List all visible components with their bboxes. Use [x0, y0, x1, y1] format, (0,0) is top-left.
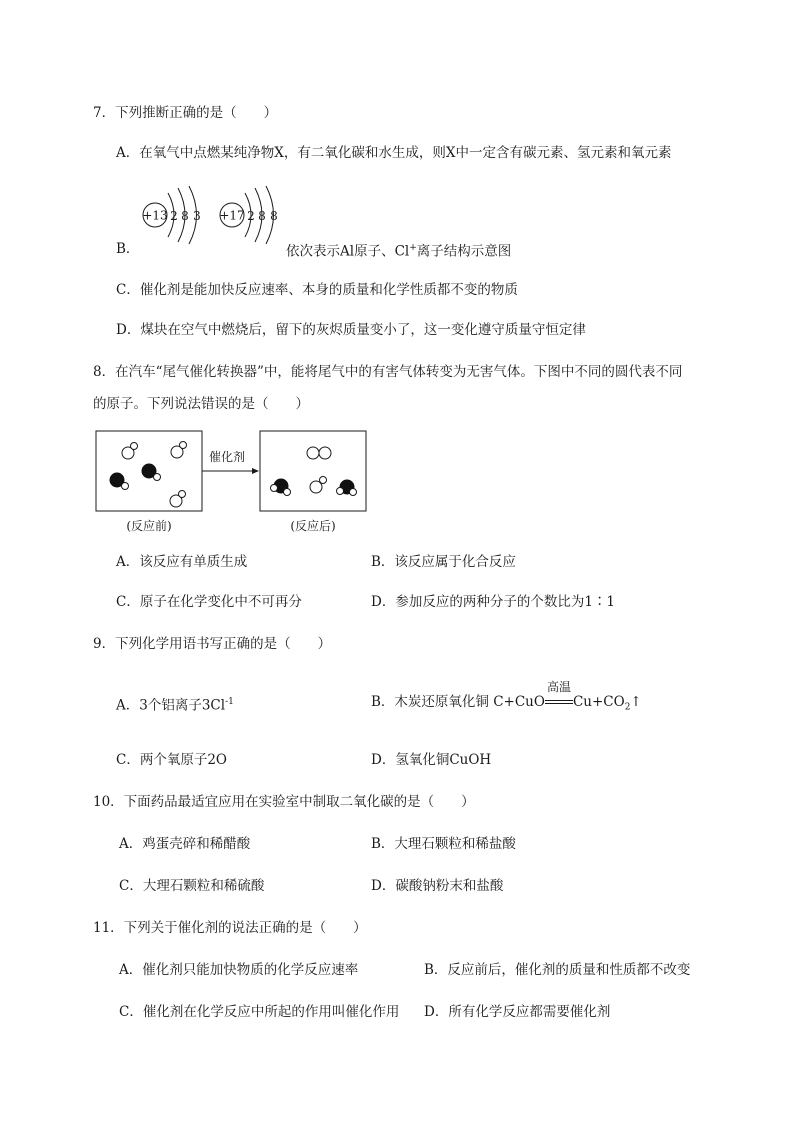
q9-b-pre: B．木炭还原氧化铜 C+CuO — [371, 694, 545, 710]
q8-option-b: B．该反应属于化合反应 — [371, 554, 516, 570]
q9-option-a — [116, 693, 234, 715]
al-nucleus-charge: +13 — [142, 208, 168, 223]
q7-option-b-label: B． — [116, 241, 140, 257]
cl-shell-1: 2 — [247, 209, 255, 223]
q10-option-d: D．碳酸钠粉末和盐酸 — [371, 878, 504, 894]
al-shell-2: 8 — [181, 209, 189, 223]
q7-b-text-post: 离子结构示意图 — [416, 243, 512, 260]
q10-option-b: B．大理石颗粒和稀盐酸 — [371, 836, 516, 852]
cl-shell-3: 8 — [270, 209, 278, 223]
q11-option-c: C．催化剂在化学反应中所起的作用叫催化作用 — [119, 1004, 400, 1020]
q7-option-d: D．煤块在空气中燃烧后，留下的灰烬质量变小了，这一变化遵守质量守恒定律 — [116, 322, 586, 338]
q7-option-b-text — [286, 239, 511, 261]
q7-option-c: C．催化剂是能加快反应速率、本身的质量和化学性质都不变的物质 — [116, 282, 518, 298]
after-label: (反应后) — [290, 519, 336, 533]
q7-option-a: A．在氧气中点燃某纯净物X，有二氧化碳和水生成，则X中一定含有碳元素、氢元素和氧元素 — [116, 145, 672, 161]
q9-option-d: D．氢氧化铜CuOH — [371, 752, 492, 768]
cl-shell-2: 8 — [258, 209, 266, 223]
reaction-diagram — [94, 428, 370, 536]
q7-b-text-pre: 依次表示Al原子、Cl — [286, 243, 410, 260]
al-atom-diagram — [142, 186, 200, 244]
q9-a-pre: A．3个铝离子3Cl — [116, 697, 226, 714]
q8-option-c: C．原子在化学变化中不可再分 — [116, 594, 302, 610]
q10-stem: 10．下面药品最适宜应用在实验室中制取二氧化碳的是（ ） — [93, 794, 475, 810]
q9-stem: 9．下列化学用语书写正确的是（ ） — [93, 636, 332, 652]
q9-b-arrow: ↑ — [630, 694, 642, 710]
q11-option-a: A．催化剂只能加快物质的化学反应速率 — [119, 962, 359, 978]
q8-stem-line1: 8．在汽车“尾气催化转换器”中，能将尾气中的有害气体转变为无害气体。下图中不同的圆代表不同 — [93, 364, 683, 380]
al-shell-3: 3 — [193, 209, 201, 223]
q11-stem: 11．下列关于催化剂的说法正确的是（ ） — [93, 920, 367, 936]
before-label: (反应前) — [126, 519, 172, 533]
q7-b-text-sup: + — [409, 243, 417, 253]
q9-option-c: C．两个氧原子2O — [116, 752, 227, 768]
q11-option-d: D．所有化学反应都需要催化剂 — [424, 1004, 611, 1020]
cl-nucleus-charge: +17 — [219, 208, 245, 223]
q9-b-post: Cu+CO — [572, 694, 625, 710]
after-box — [260, 431, 366, 511]
q8-stem-line2: 的原子。下列说法错误的是（ ） — [93, 396, 309, 412]
q10-option-c: C．大理石颗粒和稀硫酸 — [119, 878, 265, 894]
q9-b-sub: 2 — [624, 702, 631, 713]
atom-structure-diagrams — [140, 183, 290, 245]
q9-b-condition: 高温 — [546, 680, 571, 694]
al-shell-1: 2 — [170, 209, 178, 223]
high-temp-equals — [545, 680, 573, 711]
q9-a-sup: -1 — [225, 697, 234, 707]
q8-option-a: A．该反应有单质生成 — [116, 554, 248, 570]
catalyst-label: 催化剂 — [208, 450, 246, 464]
q10-option-a: A．鸡蛋壳碎和稀醋酸 — [119, 836, 251, 852]
q9-option-b — [371, 680, 642, 717]
q8-option-d: D．参加反应的两种分子的个数比为1∶1 — [371, 594, 616, 610]
cl-ion-diagram — [219, 186, 277, 244]
q7-stem: 7．下列推断正确的是（ ） — [93, 105, 278, 121]
q11-option-b: B．反应前后，催化剂的质量和性质都不改变 — [424, 962, 691, 978]
